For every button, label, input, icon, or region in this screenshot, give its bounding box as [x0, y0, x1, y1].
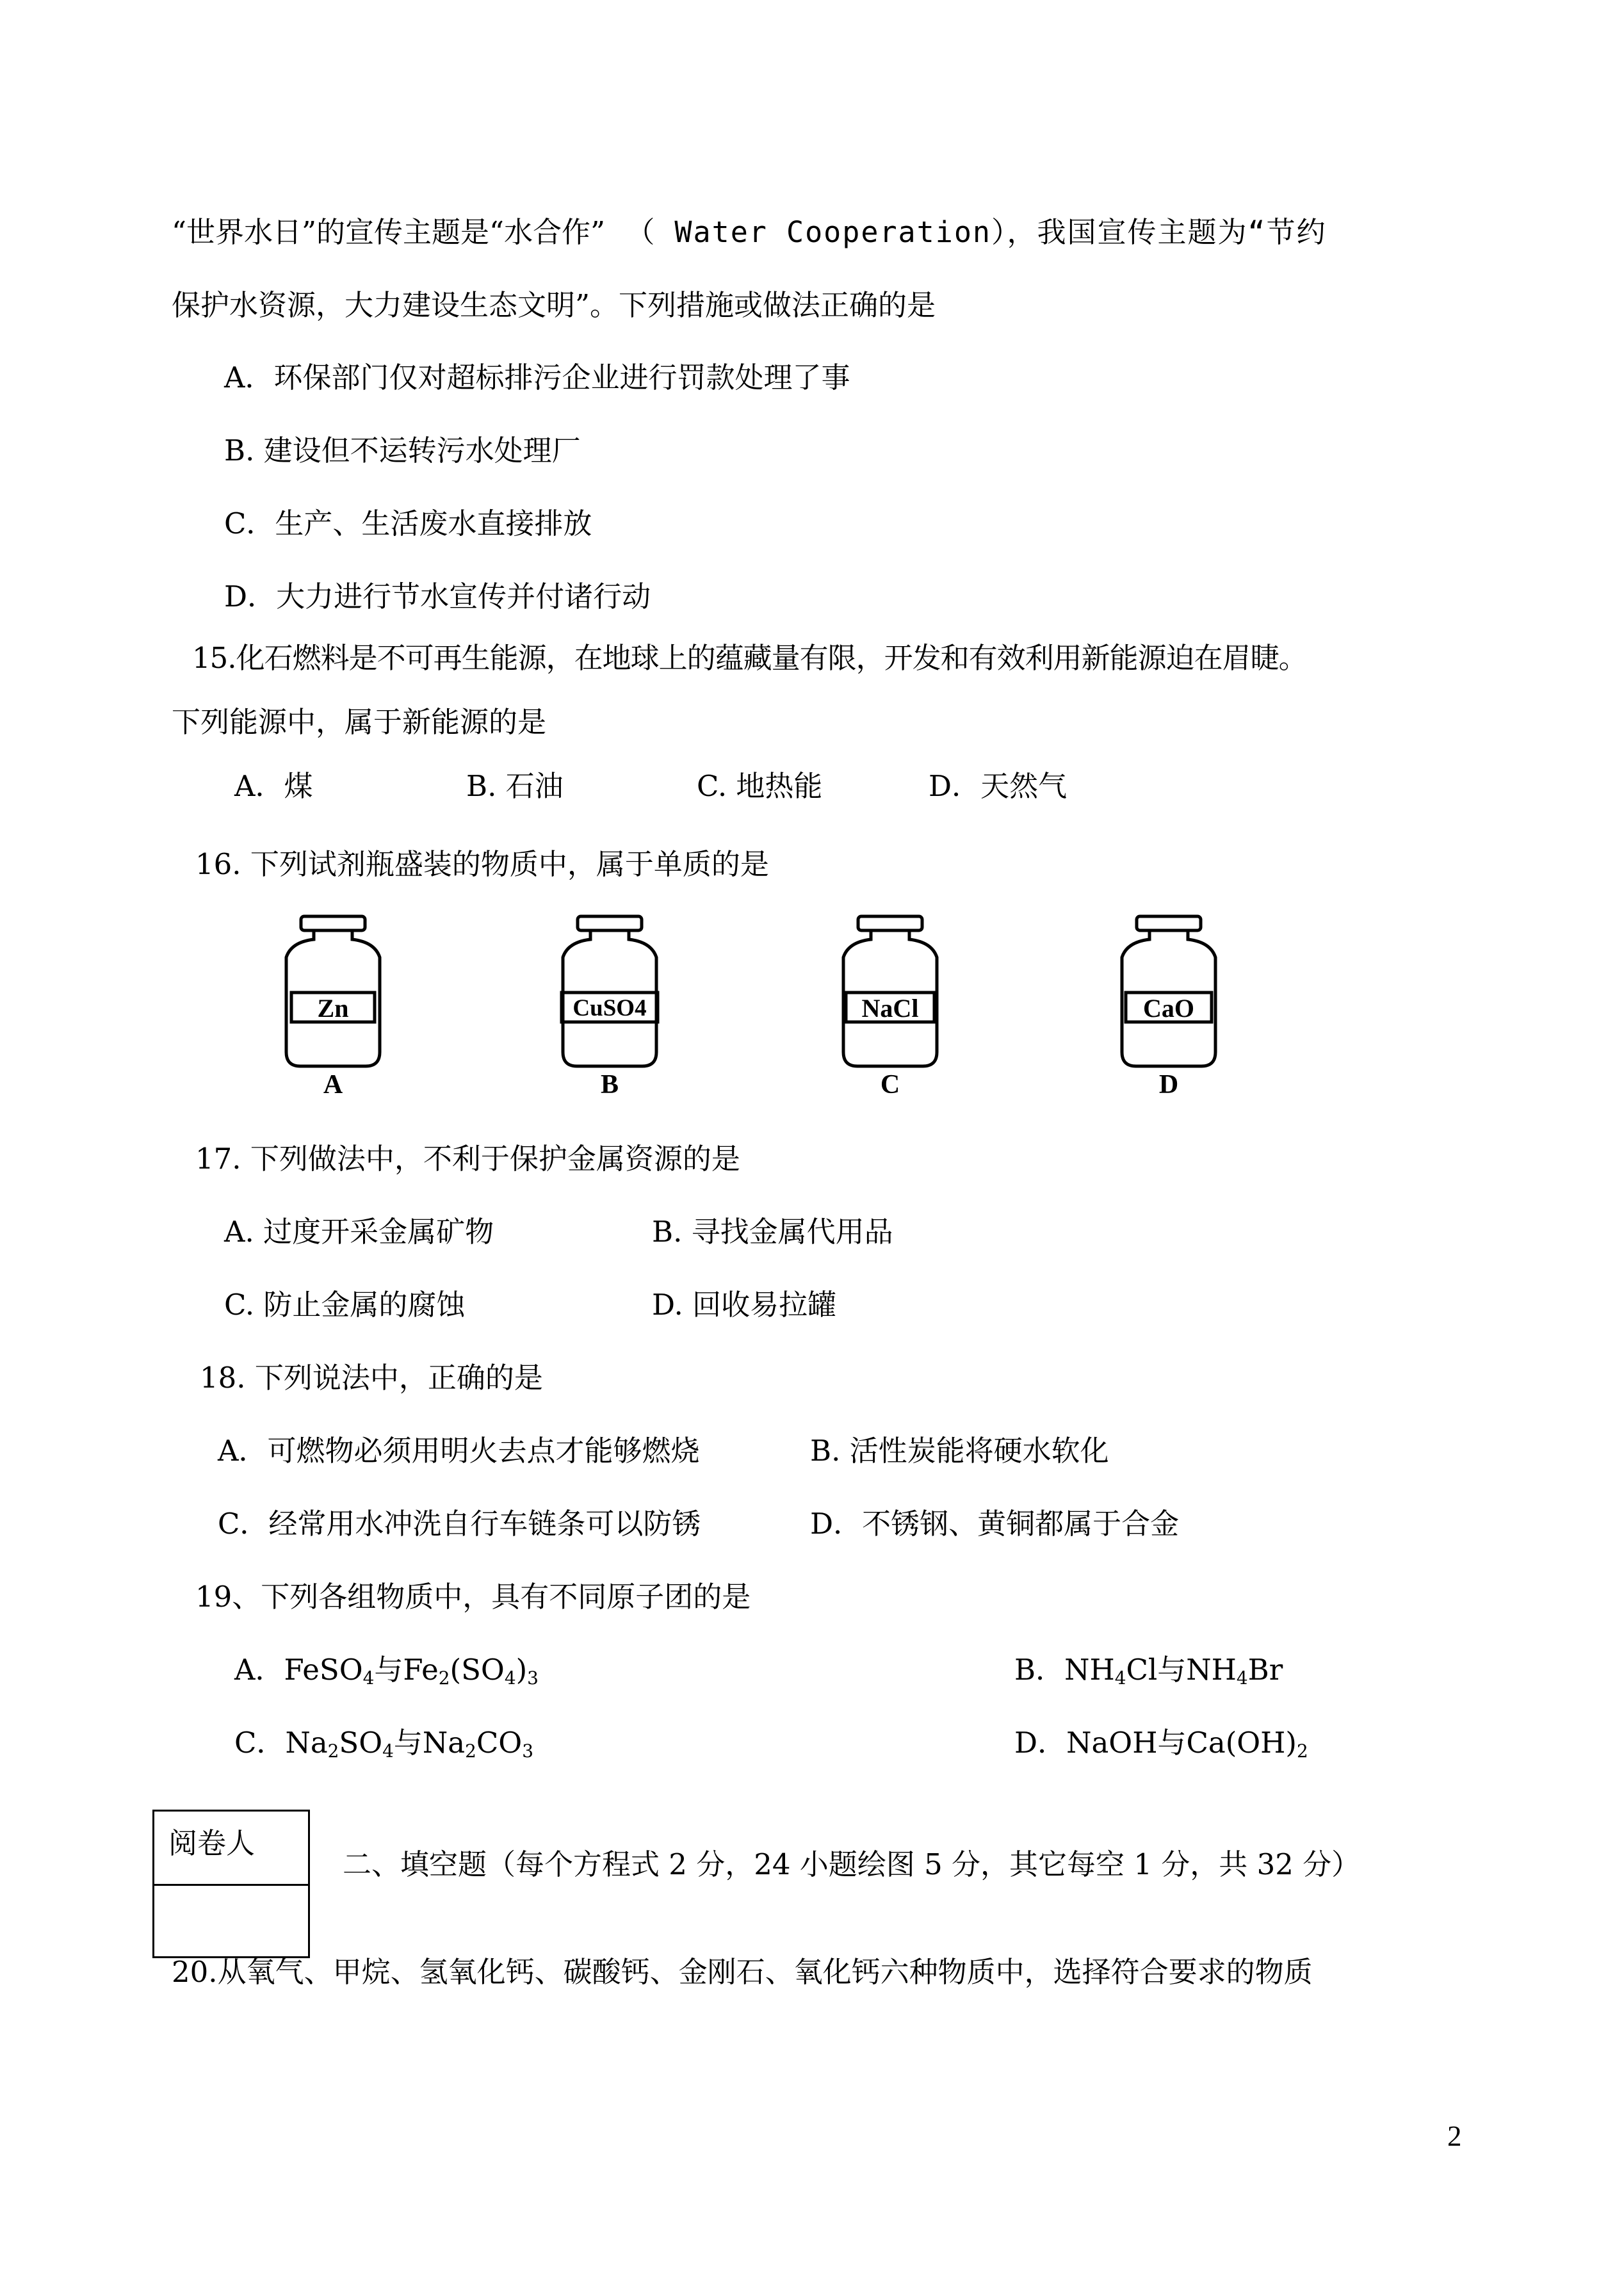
q19-option-d	[1014, 1724, 1308, 1771]
conjunction: 与	[1157, 1726, 1187, 1760]
q15-option-c: C. 地热能	[697, 769, 823, 803]
formula-subscript: 2	[327, 1740, 339, 1762]
option-prefix: D．	[1014, 1726, 1067, 1760]
bottle-icon	[836, 912, 945, 1073]
formula-part: Cl	[1126, 1653, 1158, 1687]
bottle-letter: D	[1158, 1070, 1179, 1099]
option-prefix: B．	[1014, 1653, 1065, 1687]
q14-option-a: A．环保部门仅对超标排污企业进行罚款处理了事	[224, 361, 850, 394]
formula-part: Br	[1247, 1653, 1283, 1687]
formula-part: Fe	[403, 1653, 439, 1687]
q18-stem: 18. 下列说法中，正确的是	[200, 1361, 543, 1395]
formula-subscript: 4	[1236, 1667, 1248, 1689]
formula-subscript: 4	[362, 1667, 375, 1689]
q15-option-a: A．煤	[234, 769, 313, 803]
bottle-label: CaO	[1143, 994, 1194, 1023]
grader-box-divider	[154, 1884, 308, 1886]
q18-option-d: D．不锈钢、黄铜都属于合金	[810, 1507, 1180, 1541]
q16-stem: 16. 下列试剂瓶盛装的物质中，属于单质的是	[195, 847, 769, 881]
bottle-label: NaCl	[861, 994, 919, 1023]
q14-option-d: D．大力进行节水宣传并付诸行动	[224, 580, 651, 613]
q18-option-a: A．可燃物必须用明火去点才能够燃烧	[218, 1434, 700, 1468]
q20-stem: 20.从氧气、甲烷、氢氧化钙、碳酸钙、金刚石、氧化钙六种物质中，选择符合要求的物质	[172, 1955, 1313, 1989]
q14-option-b: B. 建设但不运转污水处理厂	[224, 434, 581, 467]
formula-part: NH	[1064, 1653, 1115, 1687]
bottle-letter: B	[600, 1070, 619, 1099]
formula-subscript: 2	[438, 1667, 450, 1689]
formula-part: NaOH	[1066, 1726, 1158, 1760]
formula-subscript: 3	[527, 1667, 539, 1689]
q19-stem: 19、下列各组物质中，具有不同原子团的是	[195, 1580, 751, 1614]
bottle-label-text: CuSO4	[572, 995, 647, 1021]
conjunction: 与	[374, 1653, 403, 1687]
page-number: 2	[1447, 2120, 1462, 2152]
formula-subscript: 4	[1114, 1667, 1126, 1689]
bottle-icon	[279, 912, 387, 1073]
q19-option-c	[234, 1724, 533, 1771]
bottle-icon	[555, 912, 664, 1073]
q17-stem: 17. 下列做法中，不利于保护金属资源的是	[195, 1142, 740, 1176]
reagent-bottle-a	[279, 912, 387, 1105]
formula-subscript: 4	[504, 1667, 516, 1689]
q15-option-d: D．天然气	[929, 769, 1068, 803]
q15-stem-line2: 下列能源中，属于新能源的是	[172, 705, 547, 739]
bottle-label	[555, 994, 664, 1023]
section2-title: 二、填空题（每个方程式 2 分，24 小题绘图 5 分，其它每空 1 分，共 32 分）	[343, 1847, 1361, 1881]
q14-stem-part2: （ Water Cooperation），我国宣传主题为“节约	[626, 215, 1327, 249]
bottle-letter: C	[880, 1070, 900, 1099]
q17-option-c: C. 防止金属的腐蚀	[224, 1288, 466, 1322]
formula-subscript: 2	[1296, 1740, 1308, 1762]
formula-part: FeSO	[284, 1653, 363, 1687]
formula-part: NH	[1186, 1653, 1237, 1687]
q15-option-b: B. 石油	[466, 769, 564, 803]
q17-option-a: A. 过度开采金属矿物	[224, 1215, 494, 1249]
grader-box	[152, 1810, 310, 1958]
bottle-letter: A	[323, 1070, 343, 1099]
formula-part: )	[516, 1653, 528, 1687]
grader-label: 阅卷人	[168, 1826, 256, 1860]
option-prefix: C．	[234, 1726, 286, 1760]
formula-part: Na	[285, 1726, 328, 1760]
reagent-bottle-d	[1114, 912, 1223, 1105]
bottle-icon	[1114, 912, 1223, 1073]
formula-subscript: 2	[465, 1740, 476, 1762]
conjunction: 与	[393, 1726, 423, 1760]
q14-stem-line2: 保护水资源，大力建设生态文明”。下列措施或做法正确的是	[172, 288, 936, 322]
conjunction: 与	[1157, 1653, 1187, 1687]
q17-option-d: D. 回收易拉罐	[652, 1288, 837, 1322]
formula-part: Ca(OH)	[1186, 1726, 1297, 1760]
q15-stem-line1: 15.化石燃料是不可再生能源，在地球上的蕴藏量有限，开发和有效利用新能源迫在眉睫。	[192, 641, 1307, 675]
q14-stem-line1	[172, 213, 1327, 252]
formula-part: Na	[422, 1726, 466, 1760]
formula-part: (SO	[450, 1653, 505, 1687]
q14-option-c: C．生产、生活废水直接排放	[224, 507, 592, 540]
q18-option-b: B. 活性炭能将硬水软化	[810, 1434, 1109, 1468]
q19-option-b	[1014, 1651, 1283, 1698]
option-prefix: A．	[234, 1653, 284, 1687]
formula-part: SO	[339, 1726, 383, 1760]
q19-option-a	[234, 1651, 539, 1698]
formula-part: CO	[476, 1726, 523, 1760]
q14-stem-part1: “世界水日”的宣传主题是“水合作”	[172, 215, 606, 249]
q17-option-b: B. 寻找金属代用品	[652, 1215, 893, 1249]
reagent-bottle-c	[836, 912, 945, 1105]
formula-subscript: 4	[382, 1740, 394, 1762]
bottle-label: Zn	[317, 994, 349, 1023]
formula-subscript: 3	[522, 1740, 533, 1762]
reagent-bottle-b	[555, 912, 664, 1105]
q18-option-c: C．经常用水冲洗自行车链条可以防锈	[218, 1507, 701, 1541]
